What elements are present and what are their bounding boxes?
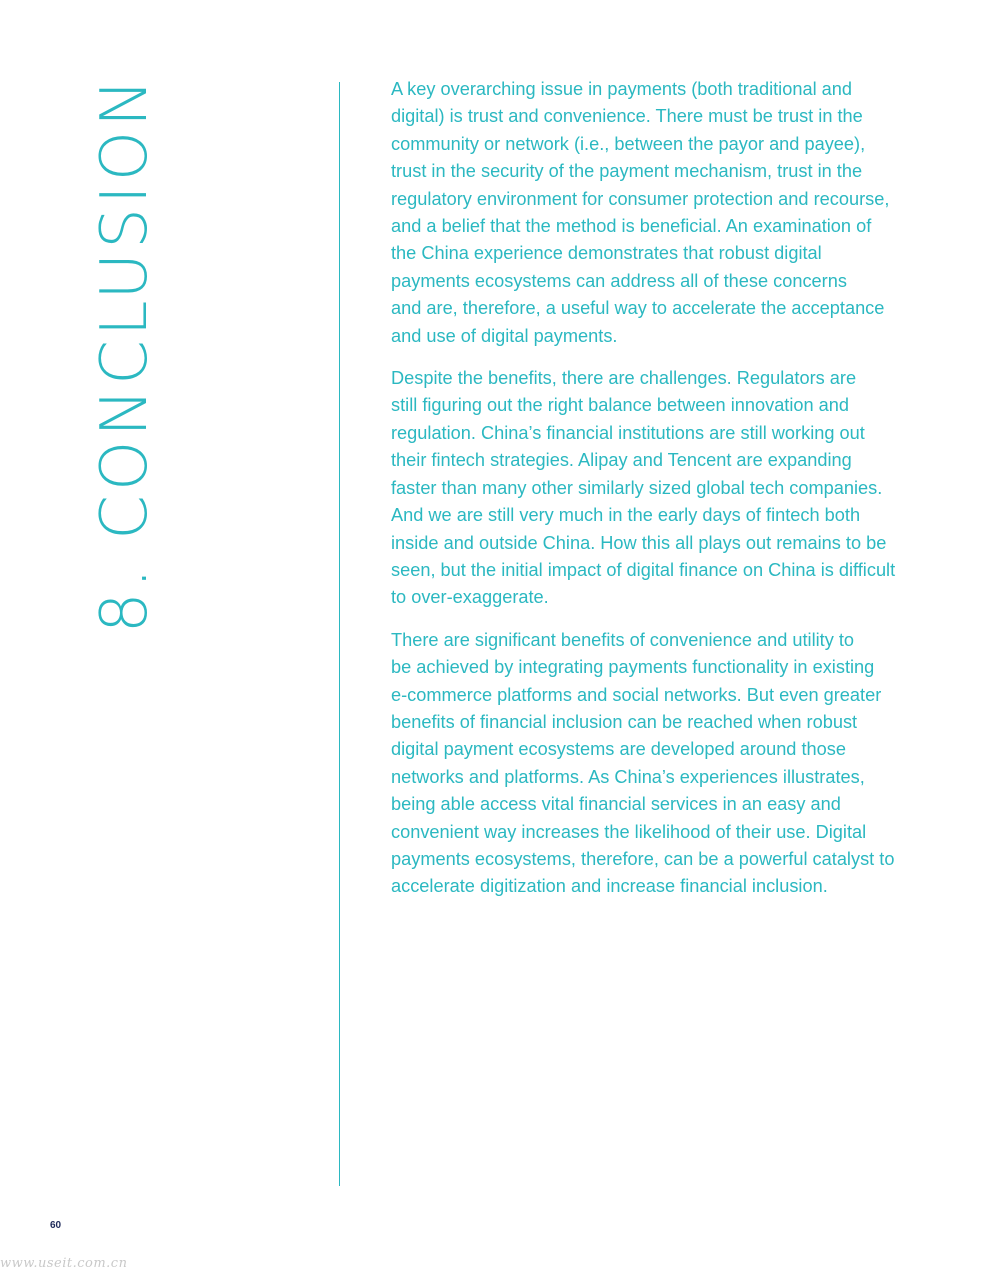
- paragraph-line: digital payment ecosystems are developed around those: [391, 739, 846, 760]
- section-title-container: [88, 75, 162, 634]
- paragraph-line: seen, but the initial impact of digital finance on China is difficult: [391, 559, 896, 580]
- paragraph-line: e-commerce platforms and social networks. But even greater: [391, 684, 882, 705]
- paragraph-line: regulation. China’s financial institutions are still working out: [391, 422, 865, 443]
- paragraph-line: There are significant benefits of convenience and utility to: [391, 629, 855, 650]
- page-number: 60: [50, 1220, 62, 1231]
- paragraph-line: being able access vital financial services in an easy and: [391, 794, 841, 815]
- paragraph-line: community or network (i.e., between the payor and payee),: [391, 133, 866, 154]
- paragraph-line: still figuring out the right balance between innovation and: [391, 395, 850, 416]
- paragraph-line: Despite the benefits, there are challenges. Regulators are: [391, 368, 857, 389]
- paragraph-line: convenient way increases the likelihood of their use. Digital: [391, 821, 867, 842]
- section-title: 8. CONCLUSION: [88, 75, 162, 634]
- paragraph-line: A key overarching issue in payments (both traditional and: [391, 79, 853, 99]
- paragraph-3: [391, 627, 921, 901]
- paragraph-line: inside and outside China. How this all plays out remains to be: [391, 532, 887, 553]
- paragraph-line: trust in the security of the payment mechanism, trust in the: [391, 161, 863, 182]
- paragraph-line: be achieved by integrating payments functionality in existing: [391, 657, 875, 678]
- paragraph-line: and a belief that the method is beneficial. An examination of: [391, 216, 872, 237]
- paragraph-line: and use of digital payments.: [391, 325, 618, 346]
- paragraph-1: [391, 76, 921, 350]
- paragraph-2: [391, 365, 921, 612]
- paragraph-line: regulatory environment for consumer protection and recourse,: [391, 188, 890, 209]
- paragraph-line: accelerate digitization and increase financial inclusion.: [391, 876, 828, 897]
- paragraph-line: their fintech strategies. Alipay and Tencent are expanding: [391, 450, 852, 471]
- watermark: www.useit.com.cn: [0, 1256, 128, 1271]
- paragraph-line: and are, therefore, a useful way to accelerate the acceptance: [391, 298, 885, 319]
- paragraph-line: to over-exaggerate.: [391, 587, 549, 608]
- paragraph-line: the China experience demonstrates that robust digital: [391, 243, 822, 264]
- body-text: [391, 76, 921, 916]
- vertical-divider: [339, 82, 340, 1186]
- paragraph-line: And we are still very much in the early days of fintech both: [391, 505, 861, 526]
- paragraph-line: payments ecosystems, therefore, can be a powerful catalyst to: [391, 848, 895, 869]
- paragraph-line: faster than many other similarly sized global tech companies.: [391, 477, 883, 498]
- paragraph-line: benefits of financial inclusion can be reached when robust: [391, 711, 858, 732]
- paragraph-line: payments ecosystems can address all of these concerns: [391, 270, 847, 291]
- paragraph-line: networks and platforms. As China’s experiences illustrates,: [391, 766, 865, 787]
- paragraph-line: digital) is trust and convenience. There must be trust in the: [391, 106, 863, 127]
